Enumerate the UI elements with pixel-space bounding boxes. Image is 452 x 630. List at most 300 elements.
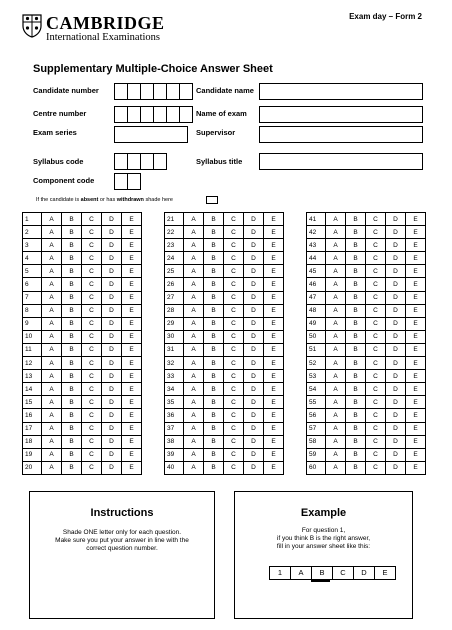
answer-option-a[interactable]: A bbox=[42, 396, 62, 409]
answer-option-b[interactable]: B bbox=[204, 422, 224, 435]
answer-option-d[interactable]: D bbox=[386, 252, 406, 265]
answer-option-a[interactable]: A bbox=[326, 239, 346, 252]
answer-option-a[interactable]: A bbox=[326, 226, 346, 239]
answer-option-a[interactable]: A bbox=[326, 265, 346, 278]
answer-option-e[interactable]: E bbox=[264, 330, 284, 343]
answer-option-c[interactable]: C bbox=[366, 370, 386, 383]
answer-option-e[interactable]: E bbox=[122, 252, 142, 265]
answer-option-d[interactable]: D bbox=[386, 435, 406, 448]
answer-option-b[interactable]: B bbox=[62, 435, 82, 448]
answer-option-d[interactable]: D bbox=[386, 239, 406, 252]
answer-option-d[interactable]: D bbox=[244, 383, 264, 396]
answer-option-e[interactable]: E bbox=[264, 435, 284, 448]
answer-option-e[interactable]: E bbox=[122, 383, 142, 396]
answer-option-b[interactable]: B bbox=[204, 239, 224, 252]
answer-option-b[interactable]: B bbox=[62, 422, 82, 435]
component-code-field[interactable] bbox=[114, 173, 141, 190]
answer-option-d[interactable]: D bbox=[386, 278, 406, 291]
answer-option-e[interactable]: E bbox=[122, 343, 142, 356]
answer-option-c[interactable]: C bbox=[366, 357, 386, 370]
answer-option-d[interactable]: D bbox=[244, 304, 264, 317]
answer-option-e[interactable]: E bbox=[406, 226, 426, 239]
answer-option-e[interactable]: E bbox=[406, 304, 426, 317]
answer-option-b[interactable]: B bbox=[204, 396, 224, 409]
answer-option-e[interactable]: E bbox=[406, 265, 426, 278]
answer-option-b[interactable]: B bbox=[346, 343, 366, 356]
answer-option-d[interactable]: D bbox=[102, 304, 122, 317]
answer-option-e[interactable]: E bbox=[122, 422, 142, 435]
answer-option-b[interactable]: B bbox=[346, 383, 366, 396]
answer-option-c[interactable]: C bbox=[82, 357, 102, 370]
answer-option-c[interactable]: C bbox=[366, 343, 386, 356]
syllabus-title-field[interactable] bbox=[259, 153, 423, 170]
answer-option-c[interactable]: C bbox=[82, 435, 102, 448]
answer-option-d[interactable]: D bbox=[102, 409, 122, 422]
answer-option-d[interactable]: D bbox=[386, 422, 406, 435]
answer-option-a[interactable]: A bbox=[42, 422, 62, 435]
answer-option-e[interactable]: E bbox=[122, 435, 142, 448]
answer-option-b[interactable]: B bbox=[346, 357, 366, 370]
answer-option-d[interactable]: D bbox=[386, 304, 406, 317]
answer-option-b[interactable]: B bbox=[204, 461, 224, 474]
answer-option-b[interactable]: B bbox=[62, 330, 82, 343]
answer-option-c[interactable]: C bbox=[366, 291, 386, 304]
answer-option-b[interactable]: B bbox=[346, 409, 366, 422]
answer-option-d[interactable]: D bbox=[386, 213, 406, 226]
answer-option-e[interactable]: E bbox=[406, 383, 426, 396]
answer-option-b[interactable]: B bbox=[204, 448, 224, 461]
answer-option-e[interactable]: E bbox=[264, 226, 284, 239]
answer-option-c[interactable]: C bbox=[82, 291, 102, 304]
answer-option-c[interactable]: C bbox=[366, 409, 386, 422]
answer-option-a[interactable]: A bbox=[326, 330, 346, 343]
answer-option-d[interactable]: D bbox=[102, 278, 122, 291]
answer-option-d[interactable]: D bbox=[102, 435, 122, 448]
answer-option-d[interactable]: D bbox=[386, 448, 406, 461]
answer-option-d[interactable]: D bbox=[386, 409, 406, 422]
answer-option-d[interactable]: D bbox=[102, 265, 122, 278]
answer-option-c[interactable]: C bbox=[224, 435, 244, 448]
answer-option-b[interactable]: B bbox=[346, 370, 366, 383]
answer-option-a[interactable]: A bbox=[184, 396, 204, 409]
answer-option-a[interactable]: A bbox=[326, 448, 346, 461]
answer-option-c[interactable]: C bbox=[224, 383, 244, 396]
answer-option-e[interactable]: E bbox=[406, 435, 426, 448]
answer-option-e[interactable]: E bbox=[406, 370, 426, 383]
answer-option-e[interactable]: E bbox=[264, 409, 284, 422]
answer-option-a[interactable]: A bbox=[184, 226, 204, 239]
answer-option-d[interactable]: D bbox=[102, 213, 122, 226]
answer-option-c[interactable]: C bbox=[224, 461, 244, 474]
answer-option-e[interactable]: E bbox=[122, 396, 142, 409]
answer-option-b[interactable]: B bbox=[346, 448, 366, 461]
centre-number-field[interactable] bbox=[114, 106, 193, 123]
answer-option-b[interactable]: B bbox=[204, 291, 224, 304]
answer-option-c[interactable]: C bbox=[366, 265, 386, 278]
answer-option-e[interactable]: E bbox=[406, 409, 426, 422]
answer-option-a[interactable]: A bbox=[42, 278, 62, 291]
answer-option-c[interactable]: C bbox=[224, 317, 244, 330]
answer-option-a[interactable]: A bbox=[184, 461, 204, 474]
answer-option-b[interactable]: B bbox=[346, 396, 366, 409]
answer-option-b[interactable]: B bbox=[62, 461, 82, 474]
answer-option-d[interactable]: D bbox=[386, 317, 406, 330]
answer-option-b[interactable]: B bbox=[62, 448, 82, 461]
answer-option-a[interactable]: A bbox=[326, 357, 346, 370]
answer-option-d[interactable]: D bbox=[102, 422, 122, 435]
answer-option-e[interactable]: E bbox=[264, 357, 284, 370]
answer-option-b[interactable]: B bbox=[62, 317, 82, 330]
answer-option-a[interactable]: A bbox=[184, 278, 204, 291]
answer-option-d[interactable]: D bbox=[244, 291, 264, 304]
syllabus-code-field[interactable] bbox=[114, 153, 167, 170]
answer-option-e[interactable]: E bbox=[406, 343, 426, 356]
answer-option-d[interactable]: D bbox=[386, 461, 406, 474]
answer-option-a[interactable]: A bbox=[184, 409, 204, 422]
answer-option-e[interactable]: E bbox=[406, 278, 426, 291]
answer-option-c[interactable]: C bbox=[366, 226, 386, 239]
answer-option-a[interactable]: A bbox=[326, 213, 346, 226]
answer-option-d[interactable]: D bbox=[102, 396, 122, 409]
answer-option-a[interactable]: A bbox=[326, 343, 346, 356]
answer-option-a[interactable]: A bbox=[184, 317, 204, 330]
answer-option-c[interactable]: C bbox=[82, 448, 102, 461]
answer-option-e[interactable]: E bbox=[264, 383, 284, 396]
answer-option-b[interactable]: B bbox=[204, 213, 224, 226]
answer-option-b[interactable]: B bbox=[204, 278, 224, 291]
answer-option-a[interactable]: A bbox=[184, 213, 204, 226]
answer-option-d[interactable]: D bbox=[386, 343, 406, 356]
answer-option-c[interactable]: C bbox=[82, 278, 102, 291]
answer-option-c[interactable]: C bbox=[82, 317, 102, 330]
answer-option-d[interactable]: D bbox=[102, 226, 122, 239]
answer-option-e[interactable]: E bbox=[406, 317, 426, 330]
answer-option-c[interactable]: C bbox=[366, 383, 386, 396]
answer-option-c[interactable]: C bbox=[224, 291, 244, 304]
answer-option-a[interactable]: A bbox=[184, 304, 204, 317]
answer-option-c[interactable]: C bbox=[224, 226, 244, 239]
answer-option-b[interactable]: B bbox=[62, 383, 82, 396]
answer-option-d[interactable]: D bbox=[102, 330, 122, 343]
answer-option-c[interactable]: C bbox=[224, 304, 244, 317]
answer-option-c[interactable]: C bbox=[366, 396, 386, 409]
answer-option-b[interactable]: B bbox=[346, 435, 366, 448]
answer-option-b[interactable]: B bbox=[346, 422, 366, 435]
answer-option-d[interactable]: D bbox=[244, 278, 264, 291]
answer-option-d[interactable]: D bbox=[244, 461, 264, 474]
answer-option-d[interactable]: D bbox=[102, 317, 122, 330]
absent-shade-box[interactable] bbox=[206, 196, 218, 204]
answer-option-b[interactable]: B bbox=[346, 278, 366, 291]
answer-option-a[interactable]: A bbox=[42, 370, 62, 383]
answer-option-c[interactable]: C bbox=[224, 252, 244, 265]
answer-option-c[interactable]: C bbox=[82, 265, 102, 278]
answer-option-c[interactable]: C bbox=[82, 343, 102, 356]
answer-option-d[interactable]: D bbox=[244, 239, 264, 252]
answer-option-a[interactable]: A bbox=[326, 252, 346, 265]
answer-option-e[interactable]: E bbox=[406, 422, 426, 435]
answer-option-b[interactable]: B bbox=[62, 409, 82, 422]
answer-option-b[interactable]: B bbox=[62, 304, 82, 317]
answer-option-a[interactable]: A bbox=[184, 252, 204, 265]
answer-option-d[interactable]: D bbox=[102, 461, 122, 474]
answer-option-a[interactable]: A bbox=[42, 304, 62, 317]
answer-option-b[interactable]: B bbox=[62, 252, 82, 265]
answer-option-b[interactable]: B bbox=[346, 317, 366, 330]
answer-option-e[interactable]: E bbox=[264, 265, 284, 278]
answer-option-a[interactable]: A bbox=[326, 396, 346, 409]
answer-option-c[interactable]: C bbox=[224, 265, 244, 278]
answer-option-b[interactable]: B bbox=[62, 239, 82, 252]
name-of-exam-field[interactable] bbox=[259, 106, 423, 123]
answer-option-d[interactable]: D bbox=[244, 330, 264, 343]
answer-option-e[interactable]: E bbox=[264, 343, 284, 356]
answer-option-d[interactable]: D bbox=[244, 448, 264, 461]
answer-option-a[interactable]: A bbox=[42, 265, 62, 278]
answer-option-e[interactable]: E bbox=[122, 370, 142, 383]
answer-option-b[interactable]: B bbox=[346, 226, 366, 239]
answer-option-b[interactable]: B bbox=[204, 252, 224, 265]
answer-option-b[interactable]: B bbox=[346, 304, 366, 317]
answer-option-e[interactable]: E bbox=[264, 291, 284, 304]
answer-option-a[interactable]: A bbox=[42, 383, 62, 396]
answer-option-c[interactable]: C bbox=[82, 409, 102, 422]
answer-option-d[interactable]: D bbox=[386, 383, 406, 396]
answer-option-e[interactable]: E bbox=[122, 357, 142, 370]
answer-option-e[interactable]: E bbox=[122, 226, 142, 239]
answer-option-b[interactable]: B bbox=[62, 370, 82, 383]
answer-option-d[interactable]: D bbox=[386, 226, 406, 239]
answer-option-a[interactable]: A bbox=[184, 383, 204, 396]
answer-option-b[interactable]: B bbox=[204, 330, 224, 343]
answer-option-c[interactable]: C bbox=[366, 278, 386, 291]
answer-option-a[interactable]: A bbox=[184, 357, 204, 370]
answer-option-d[interactable]: D bbox=[244, 343, 264, 356]
answer-option-d[interactable]: D bbox=[386, 357, 406, 370]
answer-option-e[interactable]: E bbox=[406, 291, 426, 304]
answer-option-b[interactable]: B bbox=[62, 226, 82, 239]
answer-option-e[interactable]: E bbox=[406, 396, 426, 409]
answer-option-b[interactable]: B bbox=[346, 291, 366, 304]
answer-option-d[interactable]: D bbox=[102, 343, 122, 356]
answer-option-b[interactable]: B bbox=[346, 252, 366, 265]
answer-option-e[interactable]: E bbox=[264, 317, 284, 330]
answer-option-b[interactable]: B bbox=[346, 330, 366, 343]
answer-option-a[interactable]: A bbox=[326, 435, 346, 448]
answer-option-a[interactable]: A bbox=[42, 448, 62, 461]
answer-option-a[interactable]: A bbox=[42, 226, 62, 239]
answer-option-c[interactable]: C bbox=[366, 435, 386, 448]
answer-option-c[interactable]: C bbox=[224, 448, 244, 461]
answer-option-b[interactable]: B bbox=[346, 213, 366, 226]
answer-option-e[interactable]: E bbox=[122, 330, 142, 343]
answer-option-e[interactable]: E bbox=[264, 252, 284, 265]
answer-option-a[interactable]: A bbox=[326, 317, 346, 330]
answer-option-d[interactable]: D bbox=[244, 252, 264, 265]
answer-option-c[interactable]: C bbox=[366, 239, 386, 252]
answer-option-c[interactable]: C bbox=[366, 422, 386, 435]
exam-series-field[interactable] bbox=[114, 126, 188, 143]
answer-option-c[interactable]: C bbox=[82, 226, 102, 239]
answer-option-b[interactable]: B bbox=[62, 291, 82, 304]
answer-option-b[interactable]: B bbox=[346, 239, 366, 252]
answer-option-b[interactable]: B bbox=[204, 304, 224, 317]
answer-option-c[interactable]: C bbox=[366, 304, 386, 317]
answer-option-c[interactable]: C bbox=[82, 422, 102, 435]
answer-option-c[interactable]: C bbox=[224, 278, 244, 291]
answer-option-a[interactable]: A bbox=[326, 409, 346, 422]
answer-option-c[interactable]: C bbox=[82, 461, 102, 474]
answer-option-d[interactable]: D bbox=[386, 370, 406, 383]
answer-option-e[interactable]: E bbox=[122, 317, 142, 330]
answer-option-e[interactable]: E bbox=[406, 448, 426, 461]
answer-option-a[interactable]: A bbox=[42, 409, 62, 422]
answer-option-e[interactable]: E bbox=[264, 304, 284, 317]
answer-option-d[interactable]: D bbox=[102, 370, 122, 383]
answer-option-e[interactable]: E bbox=[122, 448, 142, 461]
answer-option-a[interactable]: A bbox=[42, 252, 62, 265]
answer-option-b[interactable]: B bbox=[62, 343, 82, 356]
answer-option-a[interactable]: A bbox=[326, 304, 346, 317]
answer-option-c[interactable]: C bbox=[366, 461, 386, 474]
answer-option-e[interactable]: E bbox=[406, 252, 426, 265]
answer-option-a[interactable]: A bbox=[326, 422, 346, 435]
answer-option-d[interactable]: D bbox=[102, 291, 122, 304]
answer-option-a[interactable]: A bbox=[42, 461, 62, 474]
answer-option-c[interactable]: C bbox=[224, 370, 244, 383]
answer-option-b[interactable]: B bbox=[62, 278, 82, 291]
answer-option-e[interactable]: E bbox=[406, 213, 426, 226]
answer-option-a[interactable]: A bbox=[42, 291, 62, 304]
answer-option-c[interactable]: C bbox=[82, 396, 102, 409]
answer-option-e[interactable]: E bbox=[122, 409, 142, 422]
answer-option-c[interactable]: C bbox=[366, 252, 386, 265]
answer-option-a[interactable]: A bbox=[184, 343, 204, 356]
answer-option-a[interactable]: A bbox=[326, 278, 346, 291]
answer-option-a[interactable]: A bbox=[184, 422, 204, 435]
answer-option-e[interactable]: E bbox=[122, 265, 142, 278]
answer-option-c[interactable]: C bbox=[366, 330, 386, 343]
answer-option-b[interactable]: B bbox=[204, 343, 224, 356]
answer-option-e[interactable]: E bbox=[406, 357, 426, 370]
answer-option-e[interactable]: E bbox=[264, 213, 284, 226]
answer-option-a[interactable]: A bbox=[184, 239, 204, 252]
answer-option-a[interactable]: A bbox=[184, 448, 204, 461]
answer-option-e[interactable]: E bbox=[264, 396, 284, 409]
candidate-number-field[interactable] bbox=[114, 83, 193, 100]
answer-option-a[interactable]: A bbox=[42, 213, 62, 226]
answer-option-e[interactable]: E bbox=[122, 278, 142, 291]
answer-option-c[interactable]: C bbox=[82, 239, 102, 252]
answer-option-b[interactable]: B bbox=[204, 357, 224, 370]
answer-option-b[interactable]: B bbox=[62, 213, 82, 226]
answer-option-a[interactable]: A bbox=[326, 383, 346, 396]
answer-option-a[interactable]: A bbox=[184, 435, 204, 448]
answer-option-a[interactable]: A bbox=[326, 291, 346, 304]
answer-option-c[interactable]: C bbox=[224, 343, 244, 356]
answer-option-c[interactable]: C bbox=[82, 330, 102, 343]
answer-option-c[interactable]: C bbox=[224, 330, 244, 343]
answer-option-b[interactable]: B bbox=[204, 383, 224, 396]
answer-option-e[interactable]: E bbox=[122, 291, 142, 304]
answer-option-e[interactable]: E bbox=[264, 461, 284, 474]
answer-option-d[interactable]: D bbox=[102, 252, 122, 265]
answer-option-e[interactable]: E bbox=[122, 304, 142, 317]
answer-option-c[interactable]: C bbox=[224, 422, 244, 435]
answer-option-d[interactable]: D bbox=[102, 357, 122, 370]
candidate-name-field[interactable] bbox=[259, 83, 423, 100]
answer-option-c[interactable]: C bbox=[224, 357, 244, 370]
answer-option-d[interactable]: D bbox=[386, 265, 406, 278]
answer-option-b[interactable]: B bbox=[62, 396, 82, 409]
answer-option-d[interactable]: D bbox=[102, 239, 122, 252]
answer-option-a[interactable]: A bbox=[326, 370, 346, 383]
answer-option-b[interactable]: B bbox=[62, 357, 82, 370]
answer-option-c[interactable]: C bbox=[366, 317, 386, 330]
answer-option-b[interactable]: B bbox=[204, 317, 224, 330]
answer-option-c[interactable]: C bbox=[82, 252, 102, 265]
answer-option-a[interactable]: A bbox=[42, 435, 62, 448]
answer-option-e[interactable]: E bbox=[122, 239, 142, 252]
answer-option-b[interactable]: B bbox=[204, 226, 224, 239]
answer-option-a[interactable]: A bbox=[42, 343, 62, 356]
answer-option-e[interactable]: E bbox=[122, 461, 142, 474]
answer-option-d[interactable]: D bbox=[244, 435, 264, 448]
answer-option-c[interactable]: C bbox=[224, 239, 244, 252]
answer-option-d[interactable]: D bbox=[386, 330, 406, 343]
answer-option-b[interactable]: B bbox=[204, 409, 224, 422]
answer-option-a[interactable]: A bbox=[184, 330, 204, 343]
answer-option-c[interactable]: C bbox=[82, 383, 102, 396]
answer-option-c[interactable]: C bbox=[82, 370, 102, 383]
answer-option-b[interactable]: B bbox=[204, 265, 224, 278]
answer-option-e[interactable]: E bbox=[406, 461, 426, 474]
answer-option-e[interactable]: E bbox=[264, 422, 284, 435]
answer-option-d[interactable]: D bbox=[102, 383, 122, 396]
answer-option-b[interactable]: B bbox=[346, 461, 366, 474]
answer-option-d[interactable]: D bbox=[244, 265, 264, 278]
answer-option-d[interactable]: D bbox=[244, 357, 264, 370]
answer-option-d[interactable]: D bbox=[386, 291, 406, 304]
answer-option-c[interactable]: C bbox=[224, 396, 244, 409]
answer-option-d[interactable]: D bbox=[244, 213, 264, 226]
answer-option-a[interactable]: A bbox=[184, 265, 204, 278]
answer-option-e[interactable]: E bbox=[264, 278, 284, 291]
answer-option-d[interactable]: D bbox=[244, 396, 264, 409]
answer-option-d[interactable]: D bbox=[386, 396, 406, 409]
answer-option-a[interactable]: A bbox=[184, 291, 204, 304]
answer-option-d[interactable]: D bbox=[102, 448, 122, 461]
answer-option-d[interactable]: D bbox=[244, 226, 264, 239]
answer-option-e[interactable]: E bbox=[264, 448, 284, 461]
answer-option-e[interactable]: E bbox=[406, 330, 426, 343]
answer-option-c[interactable]: C bbox=[224, 213, 244, 226]
answer-option-a[interactable]: A bbox=[42, 239, 62, 252]
answer-option-b[interactable]: B bbox=[346, 265, 366, 278]
answer-option-c[interactable]: C bbox=[366, 213, 386, 226]
answer-option-a[interactable]: A bbox=[42, 357, 62, 370]
answer-option-e[interactable]: E bbox=[406, 239, 426, 252]
answer-option-e[interactable]: E bbox=[264, 370, 284, 383]
answer-option-b[interactable]: B bbox=[204, 435, 224, 448]
answer-option-d[interactable]: D bbox=[244, 317, 264, 330]
answer-option-d[interactable]: D bbox=[244, 370, 264, 383]
answer-option-c[interactable]: C bbox=[366, 448, 386, 461]
answer-option-a[interactable]: A bbox=[326, 461, 346, 474]
answer-option-a[interactable]: A bbox=[42, 330, 62, 343]
supervisor-field[interactable] bbox=[259, 126, 423, 143]
answer-option-a[interactable]: A bbox=[42, 317, 62, 330]
